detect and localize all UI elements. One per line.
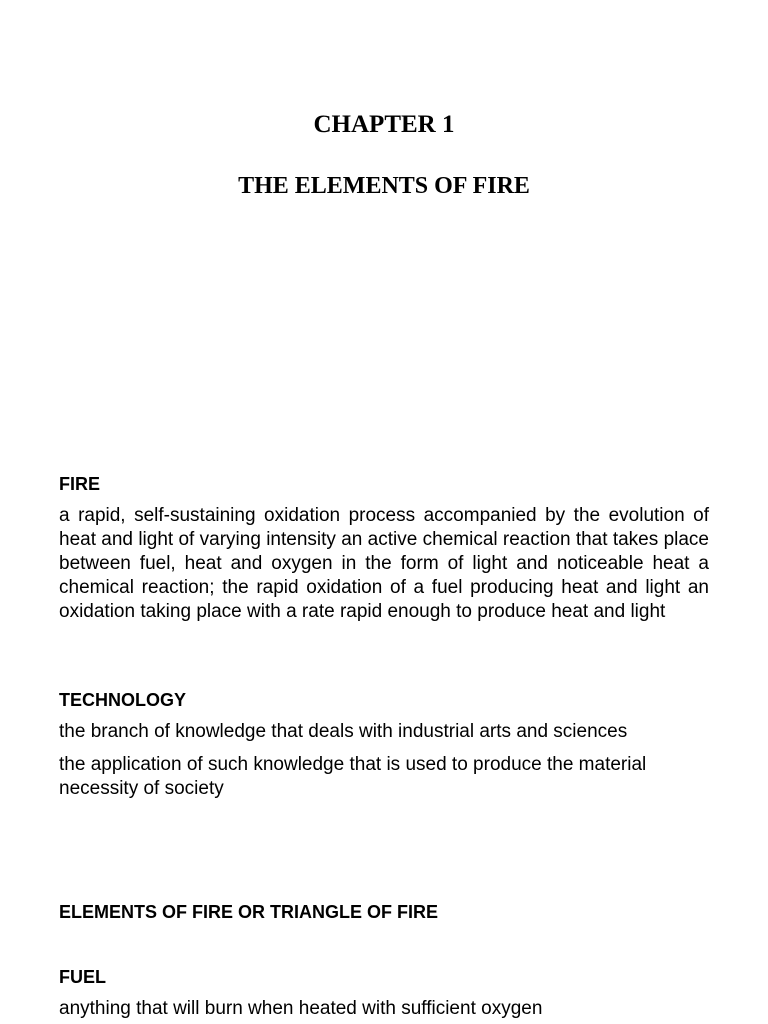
technology-definition-2: the application of such knowledge that is used to produce the material necessity of society — [59, 754, 647, 799]
fuel-heading: FUEL — [59, 967, 106, 987]
technology-heading: TECHNOLOGY — [59, 690, 187, 710]
chapter-title: THE ELEMENTS OF FIRE — [238, 173, 530, 199]
fuel-definition: anything that will burn when heated with sufficient oxygen — [59, 998, 543, 1019]
elements-of-fire-heading: ELEMENTS OF FIRE OR TRIANGLE OF FIRE — [59, 902, 439, 922]
fire-definition: a rapid, self-sustaining oxidation process accompanied by the evolution of heat and light of varying intensity an active chemical reaction that takes place between fuel, heat and oxygen in the form of light and noticeable heat a chemical reaction; the rapid oxidation of a fuel producing heat and light an oxidation taking place with a rate rapid enough to produce heat and light — [59, 505, 709, 622]
technology-definition-1: the branch of knowledge that deals with industrial arts and sciences — [59, 721, 628, 742]
chapter-number: CHAPTER 1 — [313, 111, 455, 138]
fire-heading: FIRE — [59, 474, 101, 494]
